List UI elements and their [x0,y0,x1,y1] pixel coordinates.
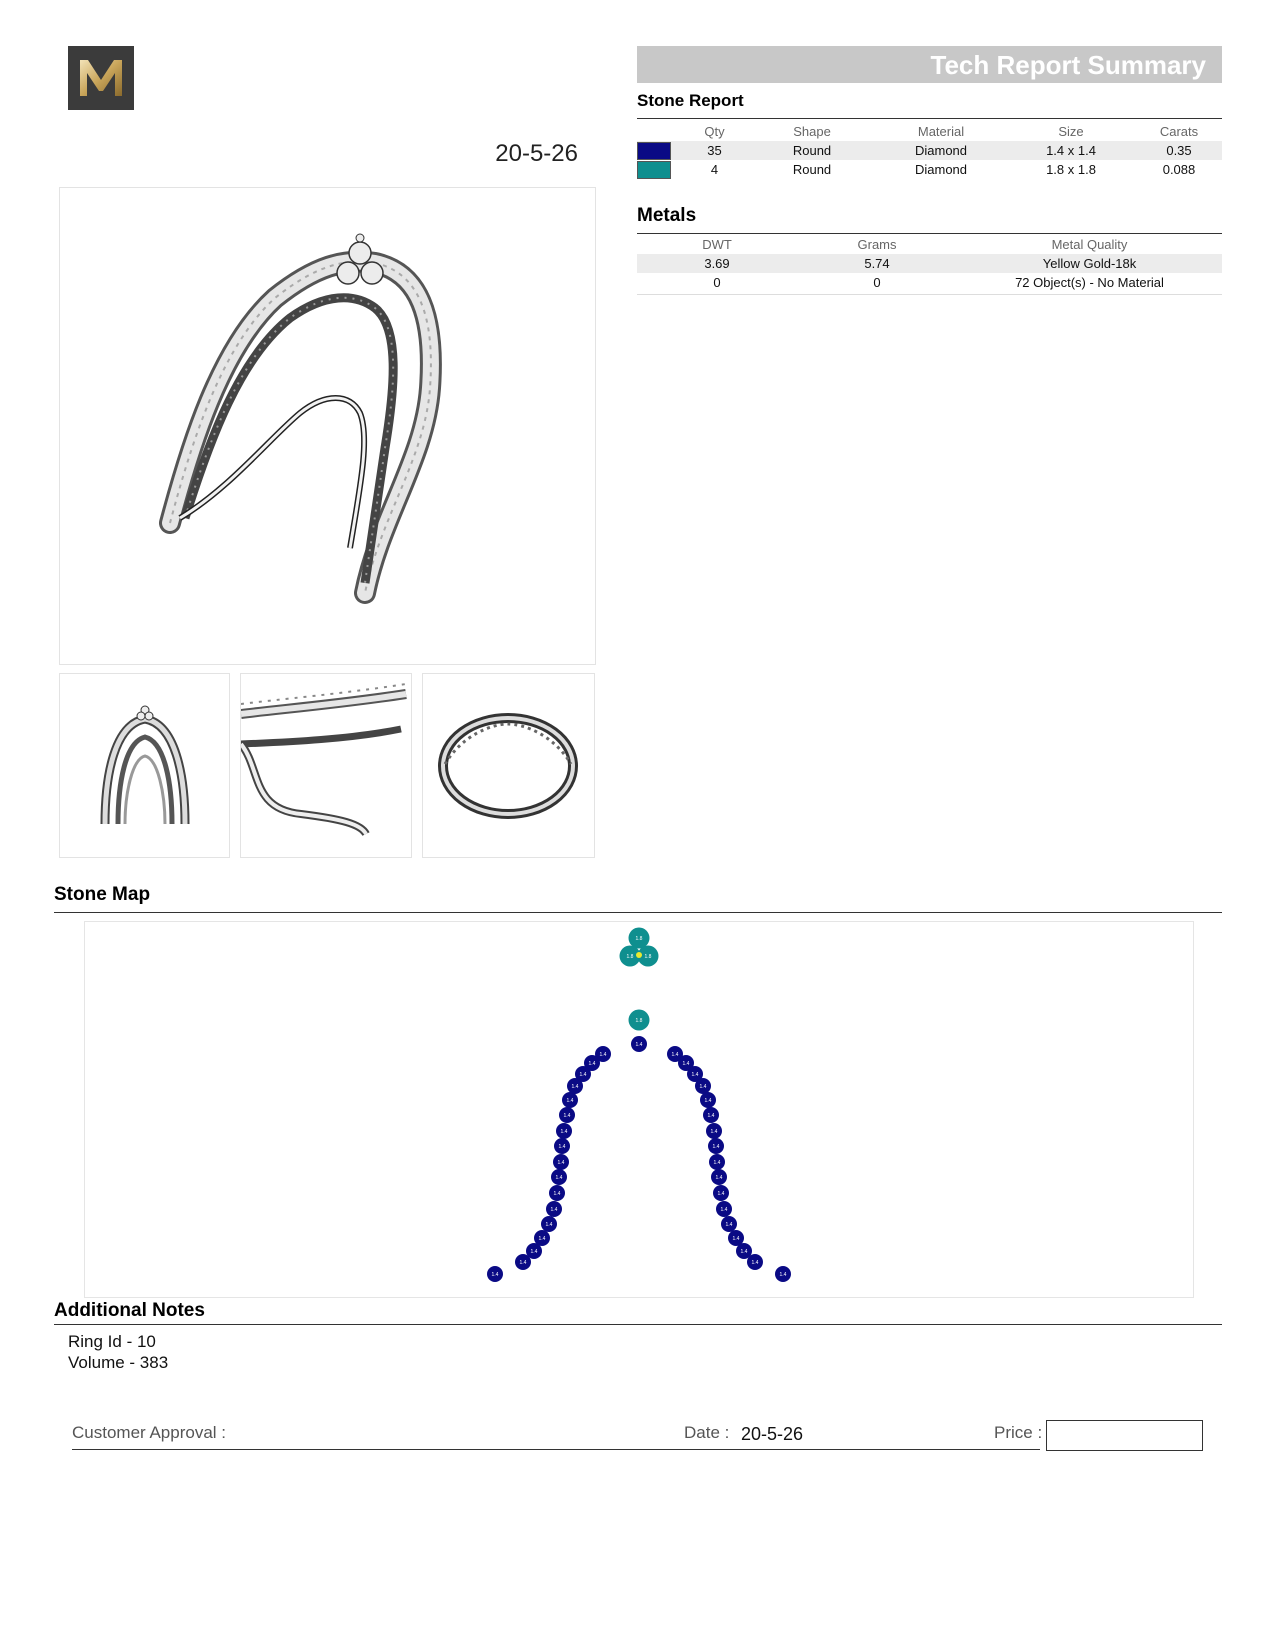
small-stone [695,1078,711,1094]
small-stone-label: 1.4 [635,1042,643,1048]
small-stone-label: 1.4 [682,1061,690,1067]
cluster-center-accent [636,952,642,958]
small-stone-label: 1.4 [699,1084,707,1090]
stone-material: Diamond [876,141,1006,160]
stone-report-table [637,121,1222,179]
small-stone [487,1266,503,1282]
table-row [637,254,1222,273]
small-stone [559,1107,575,1123]
small-stone-label: 1.4 [545,1222,553,1228]
ring-side-view-thumbnail [240,673,412,858]
metals-header-row [637,234,1222,254]
small-stone [706,1123,722,1139]
small-stone [713,1185,729,1201]
small-stone [534,1230,550,1246]
approval-signature-line [72,1449,1040,1450]
small-stone-label: 1.4 [560,1129,568,1135]
small-stone [700,1092,716,1108]
price-label: Price : [994,1423,1043,1442]
table-row [637,160,1222,179]
ring-top-view-thumbnail [422,673,595,858]
small-stone-label: 1.4 [553,1191,561,1197]
small-stone [551,1169,567,1185]
small-stone-label: 1.4 [555,1175,563,1181]
ring-front-view-thumbnail [59,673,230,858]
stone-carats: 0.35 [1136,141,1222,160]
small-stone-label: 1.4 [779,1272,787,1278]
large-stone-label: 1.8 [635,1018,643,1024]
stone-report-header-row [637,121,1222,141]
small-stone [631,1036,647,1052]
small-stone-label: 1.4 [720,1207,728,1213]
small-stone-label: 1.4 [588,1061,596,1067]
small-stone [553,1154,569,1170]
large-stone-label: 1.8 [644,954,652,960]
col-shape: Shape [793,123,831,139]
col-color [637,121,681,141]
small-stone-label: 1.4 [599,1052,607,1058]
metals-table [637,234,1222,292]
col-qty: Qty [704,123,725,139]
small-stone-label: 1.4 [691,1072,699,1078]
small-stone-label: 1.4 [566,1098,574,1104]
stone-carats: 0.088 [1162,162,1196,177]
small-stone [721,1216,737,1232]
large-stone-label: 1.8 [626,954,634,960]
report-title: Tech Report Summary [930,50,1206,80]
stone-color-swatch [637,161,671,179]
small-stone-label: 1.4 [740,1249,748,1255]
small-stone-label: 1.4 [579,1072,587,1078]
report-title-banner [637,46,1222,83]
design-code: 20-5-26 [495,140,578,167]
metal-grams: 0 [873,275,881,290]
small-stone [747,1254,763,1270]
stone-color-swatch [637,142,671,160]
large-stone [629,1010,650,1031]
small-stone-label: 1.4 [715,1175,723,1181]
small-stone-label: 1.4 [713,1160,721,1166]
small-stone-label: 1.4 [704,1098,712,1104]
stone-report-title: Stone Report [637,91,744,110]
company-logo [68,46,134,110]
small-stone [708,1138,724,1154]
small-stone [562,1092,578,1108]
small-stone [711,1169,727,1185]
stone-map [84,921,1194,1298]
note-volume: Volume - 383 [68,1353,169,1372]
stone-map-rule [54,912,1222,913]
metal-quality: Yellow Gold-18k [957,254,1222,273]
small-stone [546,1201,562,1217]
large-stone-label: 1.8 [635,936,643,942]
metal-quality: 72 Object(s) - No Material [1015,275,1164,290]
col-metal-quality: Metal Quality [1051,236,1128,252]
stone-report-rule [637,118,1222,119]
small-stone-label: 1.4 [671,1052,679,1058]
large-stone [629,928,650,949]
stone-size: 1.4 x 1.4 [1006,141,1136,160]
col-grams: Grams [857,236,897,252]
small-stone-label: 1.4 [530,1249,538,1255]
small-stone-label: 1.4 [563,1113,571,1119]
small-stone-label: 1.4 [725,1222,733,1228]
small-stone [556,1123,572,1139]
date-value: 20-5-26 [741,1424,804,1444]
small-stone-label: 1.4 [538,1236,546,1242]
small-stone [595,1046,611,1062]
small-stone [554,1138,570,1154]
small-stone-label: 1.4 [491,1272,499,1278]
stone-shape: Round [792,162,832,177]
small-stone-label: 1.4 [558,1144,566,1150]
small-stone-label: 1.4 [712,1144,720,1150]
stone-qty: 35 [681,141,748,160]
table-row [637,141,1222,160]
note-ring-id: Ring Id - 10 [68,1332,156,1351]
ring-main-render [59,187,596,665]
col-size: Size [1058,123,1084,139]
small-stone-label: 1.4 [519,1260,527,1266]
additional-notes-rule [54,1324,1222,1325]
metals-bottom-rule [637,294,1222,295]
small-stone [709,1154,725,1170]
stone-map-title: Stone Map [54,884,151,905]
col-material: Material [917,123,965,139]
small-stone-label: 1.4 [550,1207,558,1213]
price-field[interactable] [1046,1420,1203,1451]
stone-shape: Round [748,141,876,160]
metal-dwt: 3.69 [637,254,797,273]
small-stone-label: 1.4 [571,1084,579,1090]
metals-title: Metals [637,205,697,226]
customer-approval-label: Customer Approval : [72,1423,227,1442]
small-stone-label: 1.4 [557,1160,565,1166]
date-label: Date : [684,1423,730,1442]
small-stone-label: 1.4 [717,1191,725,1197]
small-stone-label: 1.4 [707,1113,715,1119]
small-stone [549,1185,565,1201]
small-stone [716,1201,732,1217]
table-row [637,273,1222,292]
stone-material: Diamond [914,162,968,177]
col-carats: Carats [1159,123,1199,139]
additional-notes-title: Additional Notes [54,1300,205,1321]
small-stone [775,1266,791,1282]
small-stone [703,1107,719,1123]
small-stone-label: 1.4 [710,1129,718,1135]
col-dwt: DWT [702,236,732,252]
metal-grams: 5.74 [797,254,957,273]
small-stone-label: 1.4 [732,1236,740,1242]
stone-size: 1.8 x 1.8 [1046,162,1096,177]
stone-qty: 4 [710,162,719,177]
metal-dwt: 0 [713,275,721,290]
small-stone-label: 1.4 [751,1260,759,1266]
small-stone [541,1216,557,1232]
